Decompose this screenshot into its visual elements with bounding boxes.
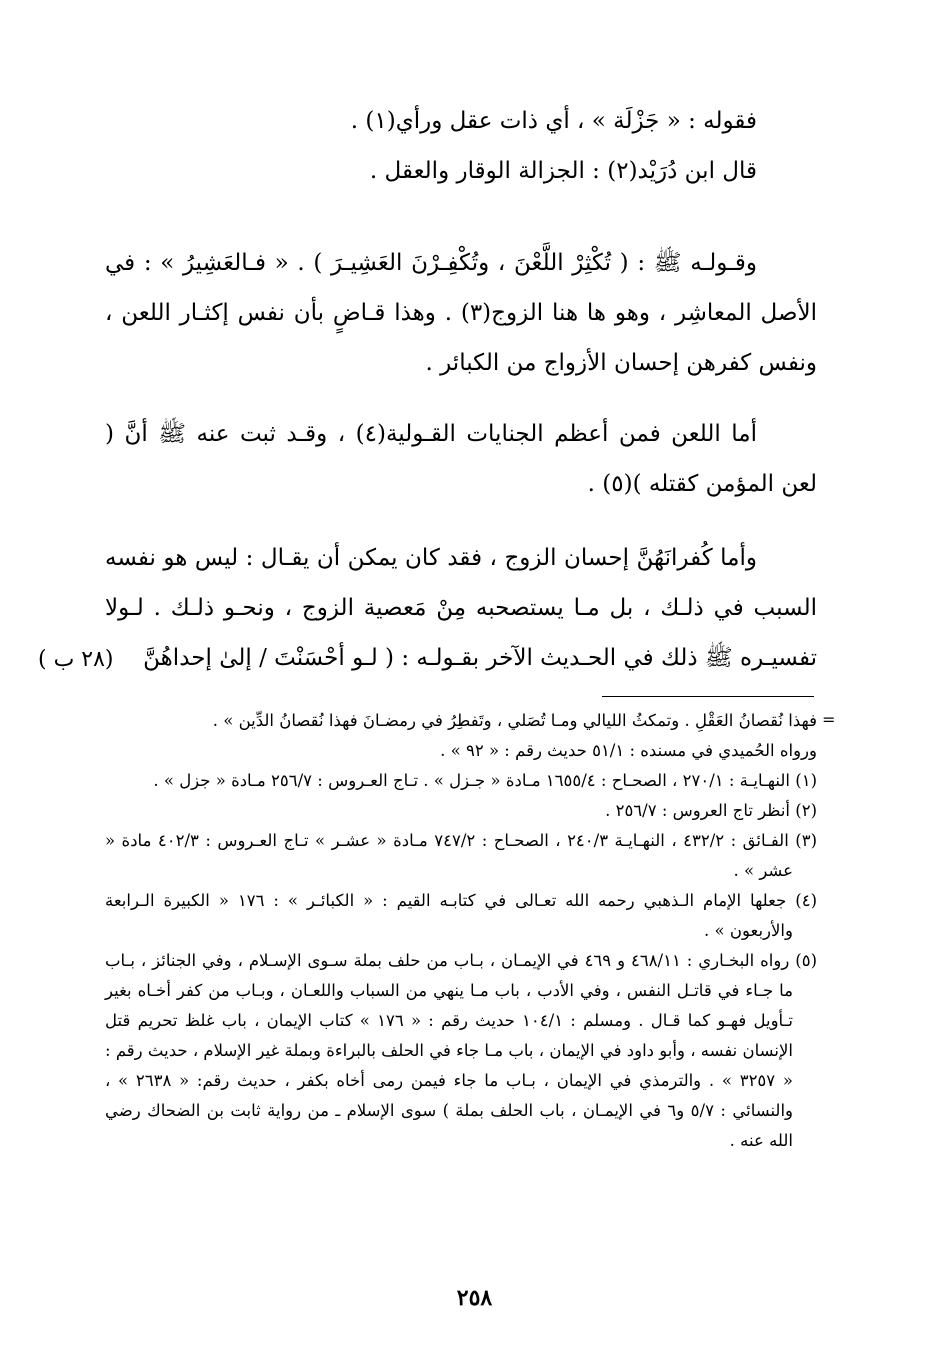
- main-text-block-2: [105, 238, 817, 388]
- footnote-continuation-line-1: فهذا نُقصانُ العَقْلِ . وتمكثُ الليالي ومـا تُصَلي ، وتَفطِرُ في رمضـانَ فهذا نُقصانُ الدِّين » .: [212, 711, 817, 730]
- footnote-4: (٤) جعلها الإمام الـذهبي رحمه الله تعـالى في كتابـه القيم : « الكبائـر » : ١٧٦ « الكبيرة الـرابعة والأربعون » .: [105, 891, 817, 940]
- main-text-block-3: [105, 409, 817, 509]
- footnote-3: (٣) الفـائق : ٤٣٢/٢ ، النهـايـة ٢٤٠/٣ ، الصحـاح : ٧٤٧/٢ مـادة « عشـر » تـاج العـروس : ٤٠٢/٣ مادة « عشر » .: [105, 831, 817, 880]
- footnote-5: (٥) رواه البخـاري : ٤٦٨/١١ و ٤٦٩ في الإيمـان ، بـاب من حلف بملة سـوى الإسـلام ، وفي الجنائز ، بـاب ما جـاء في قاتـل النفس ، وفي الأدب ، باب مـا ينهي من السباب واللعـان ، وبـاب من كفر أخـاه بغير تـأويل فهـو كما قـال . ومسلم : ١٠٤/١ حديث رقم : « ١٧٦ » كتاب الإيمان ، باب غلظ تحريم قتل الإنسان نفسه ، وأبو داود في الإيمان ، باب مـا جاء في الحلف بالبراءة وبملة غير الإسلام ، حديث رقم : « ٣٢٥٧ » . والترمذي في الإيمان ، بـاب ما جاء فيمن رمى أخاه بكفر ، حديث رقم: « ٢٦٣٨ » ، والنسائي : ٥/٧ و٦ في الإيمـان ، باب الحلف بملة ) سوى الإسلام ـ من رواية ثابت بن الضحاك رضي الله عنه .: [105, 951, 817, 1150]
- paragraph-kufran: وأما كُفرانَهُنَّ إحسان الزوج ، فقد كان يمكن أن يقـال : ليس هو نفسه السبب في ذلـك ، بل مـا يستصحبه مِنْ مَعصية الزوج ، ونحـو ذلـك . لـولا تفسيـره ﷺ ذلك في الحـديث الآخر بقـولـه : ( لـو أحْسَنْتَ / إلىٰ إحداهُنَّ: [105, 545, 817, 671]
- paragraph-jazla: فقوله : « جَزْلَة » ، أي ذات عقل ورأي(١) .: [350, 108, 757, 134]
- footnote-continuation-marker: =: [822, 710, 836, 729]
- paragraph-laan: أما اللعن فمن أعظم الجنايات القـولية(٤) ، وقـد ثبت عنه ﷺ أنَّ ( لعن المؤمن كقتله )(٥) .: [105, 421, 817, 497]
- manuscript-folio-marker: (٢٨ ب ): [38, 647, 114, 672]
- footnote-2: (٢) أنظر تاج العروس : ٢٥٦/٧ .: [605, 801, 817, 820]
- paragraph-ibn-durayd: قال ابن دُرَيْد(٢) : الجزالة الوقار والعقل .: [369, 158, 757, 184]
- main-text-block-1: [105, 96, 817, 196]
- footnote-1: (١) النهـايـة : ٢٧٠/١ ، الصحـاح : ١٦٥٥/٤ مـادة « جـزل » . تـاج العـروس : ٢٥٦/٧ مـادة « جزل » .: [153, 771, 817, 790]
- paragraph-ashir: وقـولـه ﷺ : ( تُكْثِرْ اللَّعْنَ ، وتُكْفِـرْنَ العَشِيـرَ ) . « فـالعَشِيرُ » : في الأصل المعاشِر ، وهو ها هنا الزوج(٣) . وهذا قـاضٍ بأن نفس إكثـار اللعن ، ونفس كفرهن إحسان الأزواج من الكبائر .: [105, 250, 817, 376]
- footnote-separator: [602, 696, 814, 697]
- page-number: ٢٥٨: [456, 1285, 493, 1311]
- footnote-continuation-line-2: ورواه الحُميدي في مسنده : ٥١/١ حديث رقم : « ٩٢ » .: [440, 741, 817, 760]
- footnotes-block: [105, 706, 817, 1156]
- main-text-block-4: [105, 533, 817, 683]
